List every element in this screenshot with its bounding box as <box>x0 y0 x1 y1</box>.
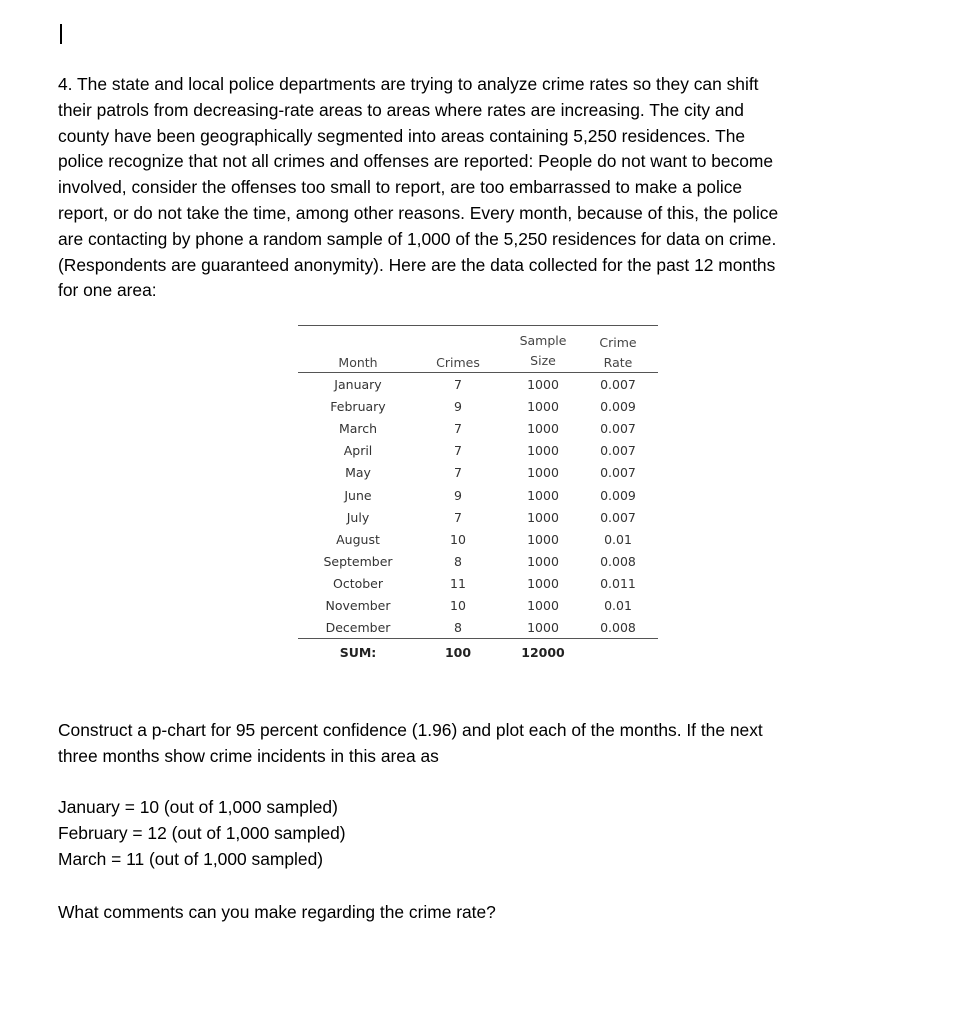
table-cell-sample: 1000 <box>527 487 559 503</box>
table-cell-crimes: 8 <box>454 620 462 636</box>
header-month: Month <box>338 355 378 370</box>
instruction-line: Construct a p-chart for 95 percent confidence (1.96) and plot each of the months. If the next <box>58 720 763 740</box>
table-top-rule <box>298 325 658 326</box>
next-month-line: February = 12 (out of 1,000 sampled) <box>58 822 346 843</box>
table-cell-rate: 0.008 <box>600 553 636 569</box>
table-cell-sample: 1000 <box>527 377 559 392</box>
table-cell-crimes: 7 <box>454 377 462 392</box>
table-cell-sample: 1000 <box>527 553 559 569</box>
question-text: What comments can you make regarding the crime rate? <box>58 902 496 922</box>
table-cell-crimes: 7 <box>454 443 462 459</box>
instruction-line: three months show crime incidents in this area as <box>58 745 439 766</box>
table-cell-crimes: 7 <box>454 421 462 437</box>
table-cell-rate: 0.007 <box>600 377 636 392</box>
problem-line: for one area: <box>58 280 157 301</box>
header-crimes: Crimes <box>436 355 480 370</box>
table-cell-month: July <box>346 509 370 525</box>
table-cell-rate: 0.011 <box>600 575 636 591</box>
header-bottom-rule <box>298 372 658 373</box>
table-cell-month: April <box>343 443 373 459</box>
table-cell-crimes: 9 <box>454 399 462 415</box>
table-cell-sample: 1000 <box>527 465 559 481</box>
table-cell-rate: 0.007 <box>600 465 636 481</box>
next-month-line: January = 10 (out of 1,000 sampled) <box>58 797 338 817</box>
crime-data-table <box>298 325 658 665</box>
problem-line: their patrols from decreasing-rate areas to areas where rates are increasing. The city and <box>58 99 744 120</box>
table-cell-month: November <box>325 598 391 613</box>
problem-line: are contacting by phone a random sample of 1,000 of the 5,250 residences for data on crime. <box>58 228 777 249</box>
table-cell-month: March <box>338 421 378 437</box>
problem-line: involved, consider the offenses too small to report, are too embarrassed to make a police <box>58 177 743 198</box>
table-cell-month: December <box>325 620 391 636</box>
table-cell-sample: 1000 <box>527 531 559 547</box>
sum-sample: 12000 <box>521 645 565 660</box>
header-rate-line1: Crime <box>599 335 637 350</box>
table-cell-crimes: 8 <box>454 553 462 569</box>
problem-statement <box>58 72 888 304</box>
table-cell-rate: 0.01 <box>604 598 632 613</box>
sum-crimes: 100 <box>444 645 472 660</box>
text-cursor <box>60 24 62 44</box>
table-cell-month: October <box>332 575 384 591</box>
problem-line: 4. The state and local police departments are trying to analyze crime rates so they can shift <box>58 74 759 94</box>
table-cell-rate: 0.007 <box>600 421 636 437</box>
table-cell-month: February <box>330 399 386 415</box>
table-cell-sample: 1000 <box>527 575 559 591</box>
body-bottom-rule <box>298 638 658 639</box>
problem-line: report, or do not take the time, among other reasons. Every month, because of this, the police <box>58 202 779 223</box>
instruction-text <box>58 718 888 770</box>
header-sample-line2: Size <box>530 353 556 368</box>
problem-line: (Respondents are guaranteed anonymity). Here are the data collected for the past 12 months <box>58 254 776 275</box>
table-cell-sample: 1000 <box>527 399 559 415</box>
table-cell-crimes: 7 <box>454 509 462 525</box>
table-cell-rate: 0.007 <box>600 443 636 459</box>
table-cell-month: January <box>334 377 382 392</box>
table-cell-rate: 0.007 <box>600 509 636 525</box>
table-cell-rate: 0.008 <box>600 620 636 636</box>
header-rate-line2: Rate <box>603 355 633 370</box>
table-cell-crimes: 10 <box>450 598 466 613</box>
next-month-line: March = 11 (out of 1,000 sampled) <box>58 848 324 869</box>
table-cell-crimes: 9 <box>454 487 462 503</box>
next-months-list <box>58 795 658 872</box>
table-cell-sample: 1000 <box>527 620 559 636</box>
table-cell-sample: 1000 <box>527 509 559 525</box>
table-cell-rate: 0.01 <box>604 531 632 547</box>
table-cell-sample: 1000 <box>527 421 559 437</box>
table-cell-month: September <box>323 553 393 569</box>
problem-line: county have been geographically segmented into areas containing 5,250 residences. The <box>58 125 746 146</box>
table-cell-crimes: 10 <box>450 531 466 547</box>
table-cell-rate: 0.009 <box>600 399 636 415</box>
table-cell-crimes: 7 <box>454 465 462 481</box>
header-sample-line1: Sample <box>519 333 567 348</box>
table-cell-rate: 0.009 <box>600 487 636 503</box>
table-cell-month: August <box>336 531 380 547</box>
problem-line: police recognize that not all crimes and offenses are reported: People do not want to become <box>58 151 774 172</box>
table-cell-crimes: 11 <box>450 575 466 591</box>
table-cell-month: May <box>345 465 371 481</box>
table-cell-sample: 1000 <box>527 443 559 459</box>
sum-label: SUM: <box>339 645 377 660</box>
table-cell-month: June <box>344 487 372 503</box>
table-cell-sample: 1000 <box>527 598 559 613</box>
